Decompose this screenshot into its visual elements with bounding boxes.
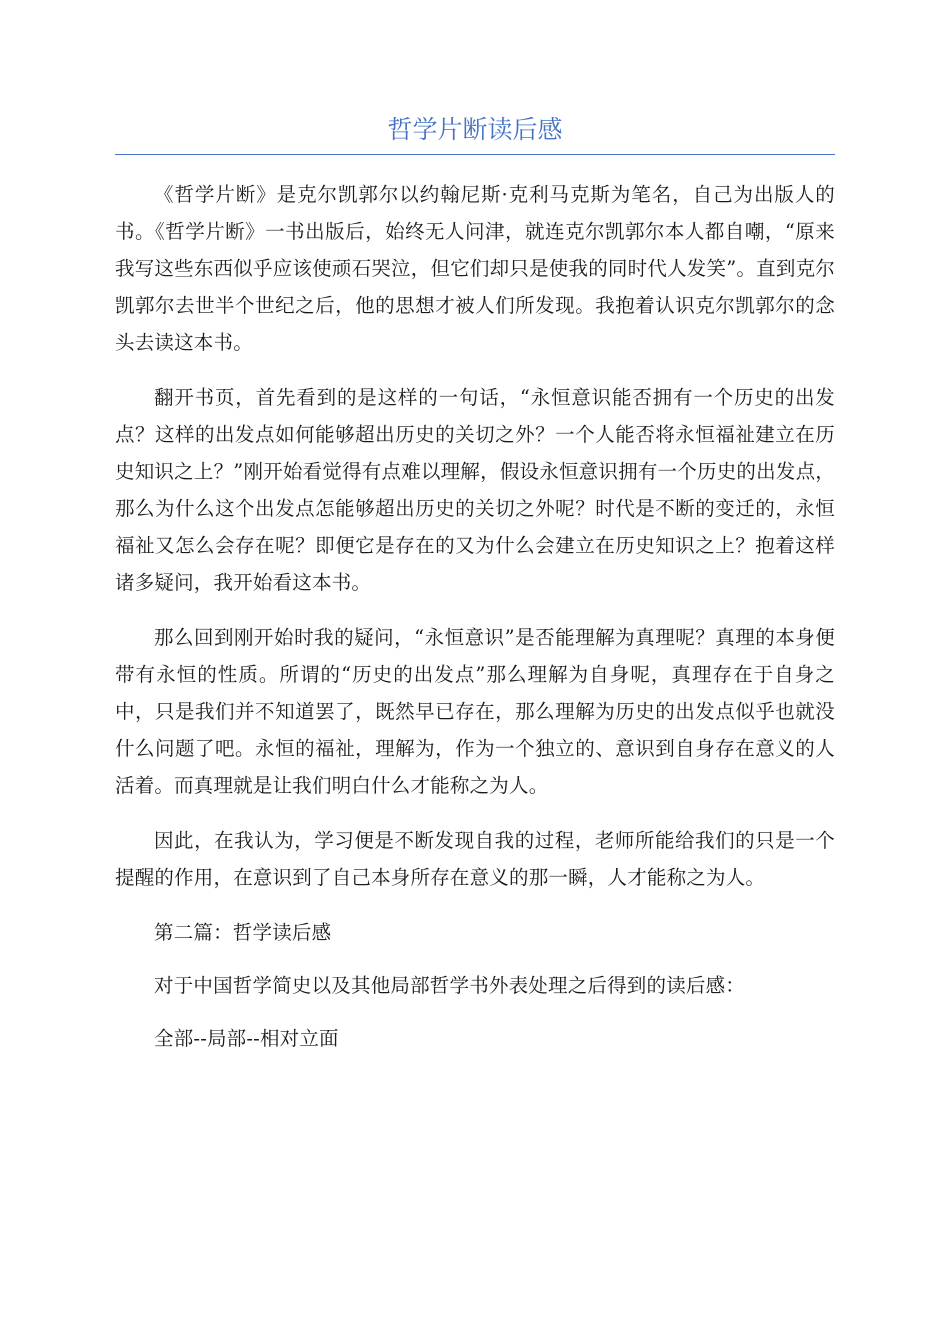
- paragraph-truth: 那么回到刚开始时我的疑问，“永恒意识”是否能理解为真理呢？真理的本身便带有永恒的性质。所谓的“历史的出发点”那么理解为自身呢，真理存在于自身之中，只是我们并不知道罢了，既然早已存在，那么理解为历史的出发点似乎也就没什么问题了吧。永恒的福祉，理解为，作为一个独立的、意识到自身存在意义的人活着。而真理就是让我们明白什么才能称之为人。: [115, 626, 835, 797]
- section-heading-second: 第二篇：哲学读后感: [154, 921, 332, 944]
- title-underline: [115, 154, 835, 155]
- paragraph-intro: 《哲学片断》是克尔凯郭尔以约翰尼斯·克利马克斯为笔名，自己为出版人的书。《哲学片断》一书出版后，始终无人问津，就连克尔凯郭尔本人都自嘲，“原来我写这些东西似乎应该使顽石哭泣，但它们却只是使我的同时代人发笑”。直到克尔凯郭尔去世半个世纪之后，他的思想才被人们所发现。我抱着认识克尔凯郭尔的念头去读这本书。: [115, 183, 835, 354]
- page-title: 哲学片断读后感: [387, 115, 563, 144]
- paragraph-conclusion: 因此，在我认为，学习便是不断发现自我的过程，老师所能给我们的只是一个提醒的作用，在意识到了自己本身所存在意义的那一瞬，人才能称之为人。: [115, 829, 835, 889]
- paragraph-outline: 全部--局部--相对立面: [154, 1027, 339, 1050]
- paragraph-questions: 翻开书页，首先看到的是这样的一句话，“永恒意识能否拥有一个历史的出发点？这样的出发点如何能够超出历史的关切之外？一个人能否将永恒福祉建立在历史知识之上？”刚开始看觉得有点难以理解，假设永恒意识拥有一个历史的出发点，那么为什么这个出发点怎能够超出历史的关切之外呢？时代是不断的变迁的，永恒福祉又怎么会存在呢？即便它是存在的又为什么会建立在历史知识之上？抱着这样诸多疑问，我开始看这本书。: [115, 386, 835, 594]
- document-body: [115, 176, 835, 1073]
- paragraph-second-intro: 对于中国哲学简史以及其他局部哲学书外表处理之后得到的读后感：: [154, 974, 746, 997]
